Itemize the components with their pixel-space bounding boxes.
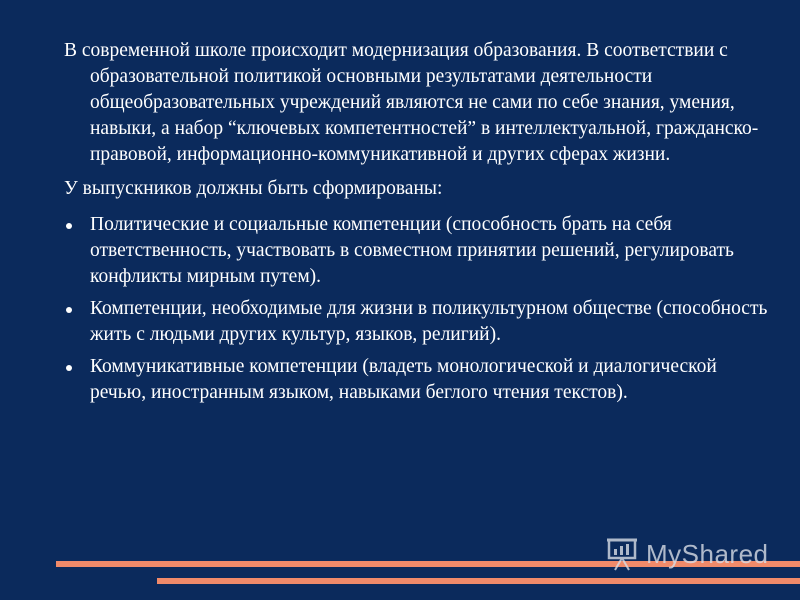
- list-item: [64, 212, 769, 290]
- accent-bar-bottom: [157, 578, 800, 584]
- slide-body: [64, 38, 769, 412]
- watermark-text: MyShared: [646, 538, 769, 569]
- list-item-text: Коммуникативные компетенции (владеть монологической и диалогической речью, иностранным языком, навыками беглого чтения текстов).: [90, 356, 717, 403]
- bullet-icon: [66, 307, 72, 313]
- bullet-icon: [66, 223, 72, 229]
- list-item: [64, 296, 769, 348]
- lead-line: У выпускников должны быть сформированы:: [64, 178, 443, 199]
- list-item-text: Политические и социальные компетенции (способность брать на себя ответственность, участвовать в совместном принятии решений, регулировать конфликты мирным путем).: [90, 214, 734, 287]
- list-item: [64, 354, 769, 406]
- presentation-board-icon: [606, 536, 640, 572]
- competence-list: [64, 212, 769, 406]
- bullet-icon: [66, 365, 72, 371]
- list-item-text: Компетенции, необходимые для жизни в поликультурном обществе (способность жить с людьми других культур, языков, религий).: [90, 298, 768, 345]
- watermark-logo: [606, 536, 769, 572]
- intro-paragraph: В современной школе происходит модернизация образования. В соответствии с образовательной политикой основными результатами деятельности общеобразовательных учреждений являются не сами по себе знания, умения, навыки, а набор “ключевых компетентностей” в интеллектуальной, гражданско-правовой, информационно-коммуникативной и других сферах жизни.: [64, 40, 759, 165]
